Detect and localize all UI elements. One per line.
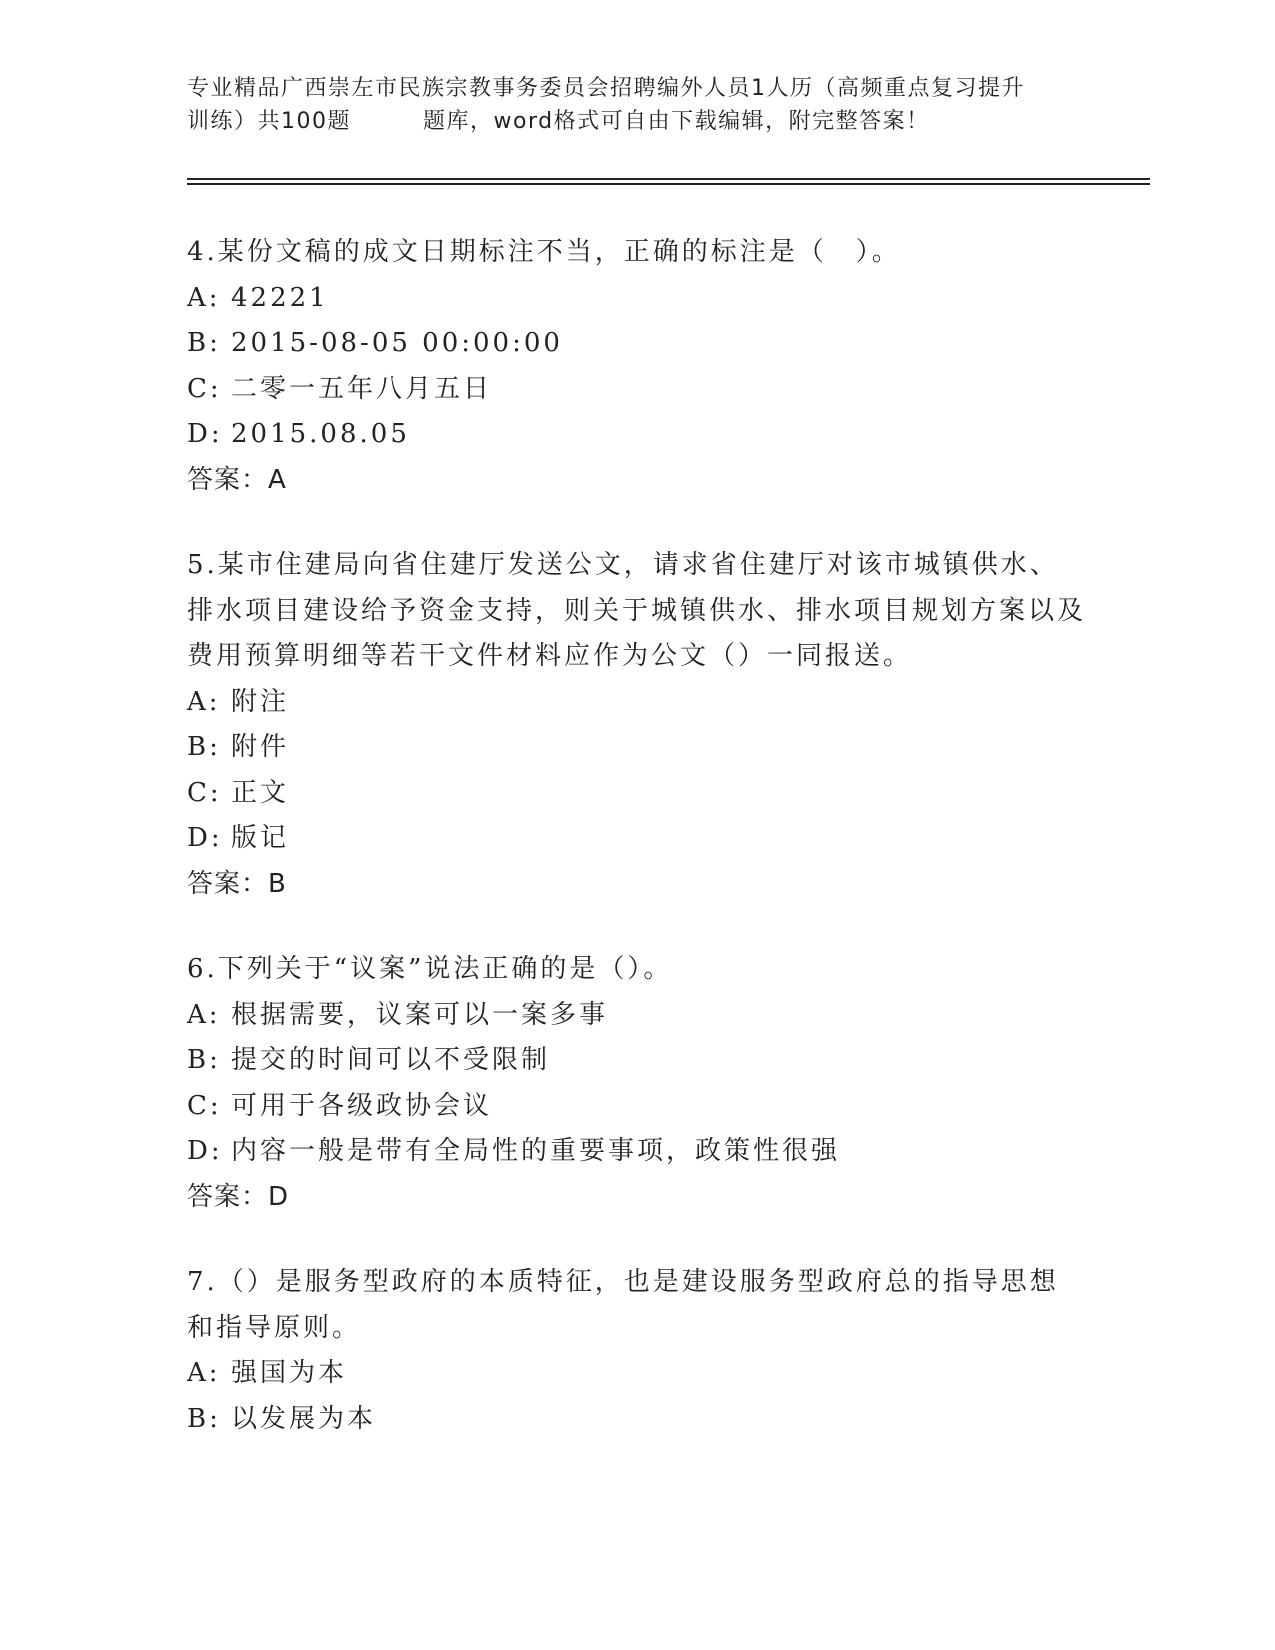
- answer-line: 答案：D: [187, 1181, 290, 1212]
- option-a: [187, 1351, 1087, 1397]
- option-d: [187, 816, 1087, 862]
- option-key: A:: [187, 282, 221, 313]
- option-a: [187, 680, 1087, 726]
- question-stem: 5.某市住建局向省住建厅发送公文，请求省住建厅对该市城镇供水、排水项目建设给予资金支持，则关于城镇供水、排水项目规划方案以及费用预算明细等若干文件材料应作为公文（）一同报送。: [187, 550, 1087, 671]
- option-b: [187, 1038, 1087, 1084]
- header-title-right: 题库，word格式可自由下载编辑，附完整答案！: [423, 109, 930, 134]
- option-key: C:: [187, 777, 222, 808]
- option-c: [187, 1084, 1087, 1130]
- option-text: 内容一般是带有全局性的重要事项，政策性很强: [231, 1136, 841, 1166]
- option-key: B:: [187, 732, 221, 762]
- option-d: [187, 1129, 1087, 1175]
- option-key: A:: [187, 686, 221, 717]
- question-stem: 7.（）是服务型政府的本质特征，也是建设服务型政府总的指导思想和指导原则。: [187, 1267, 1059, 1343]
- option-a: [187, 276, 1087, 322]
- option-d: [187, 412, 1087, 458]
- header-title-line-2: [187, 105, 1147, 138]
- option-text: 二零一五年八月五日: [231, 373, 493, 404]
- option-text: 2015.08.05: [231, 419, 410, 449]
- option-b: [187, 1397, 1087, 1443]
- option-text: 版记: [231, 823, 290, 853]
- option-text: 附注: [231, 686, 290, 717]
- option-key: C:: [187, 373, 222, 404]
- option-key: C:: [187, 1090, 222, 1121]
- option-key: B:: [187, 1403, 221, 1434]
- option-a: [187, 993, 1087, 1039]
- option-text: 强国为本: [231, 1358, 348, 1388]
- answer-line: 答案：A: [187, 464, 287, 495]
- question-stem: 6.下列关于“议案”说法正确的是（）。: [187, 954, 673, 984]
- option-key: B:: [187, 328, 221, 358]
- header-title-line-1: 专业精品广西崇左市民族宗教事务委员会招聘编外人员1人历（高频重点复习提升: [187, 76, 1025, 101]
- option-text: 根据需要，议案可以一案多事: [231, 999, 609, 1030]
- question-6: [187, 947, 1087, 1220]
- option-key: D:: [187, 419, 223, 449]
- option-text: 提交的时间可以不受限制: [231, 1045, 551, 1075]
- option-text: 42221: [231, 282, 329, 313]
- question-7: [187, 1260, 1087, 1442]
- option-key: B:: [187, 1045, 221, 1075]
- option-text: 以发展为本: [231, 1403, 377, 1434]
- option-b: [187, 725, 1087, 771]
- option-key: D:: [187, 1136, 223, 1166]
- option-c: [187, 771, 1087, 817]
- question-4: [187, 230, 1087, 503]
- option-key: A:: [187, 1358, 221, 1388]
- option-text: 可用于各级政协会议: [231, 1090, 493, 1121]
- question-5: [187, 543, 1087, 907]
- option-key: D:: [187, 823, 223, 853]
- option-key: A:: [187, 999, 221, 1030]
- question-list: [187, 230, 1087, 1482]
- header-divider-bottom: [187, 183, 1150, 185]
- header-divider-top: [187, 178, 1150, 180]
- option-text: 附件: [231, 732, 290, 762]
- option-text: 正文: [231, 777, 290, 808]
- option-c: [187, 367, 1087, 413]
- header-title-left: 训练）共100题: [187, 109, 351, 134]
- document-header: [187, 72, 1147, 138]
- option-b: [187, 321, 1087, 367]
- option-text: 2015-08-05 00:00:00: [231, 328, 563, 358]
- answer-line: 答案：B: [187, 868, 287, 899]
- question-stem: 4.某份文稿的成文日期标注不当，正确的标注是（ ）。: [187, 237, 901, 267]
